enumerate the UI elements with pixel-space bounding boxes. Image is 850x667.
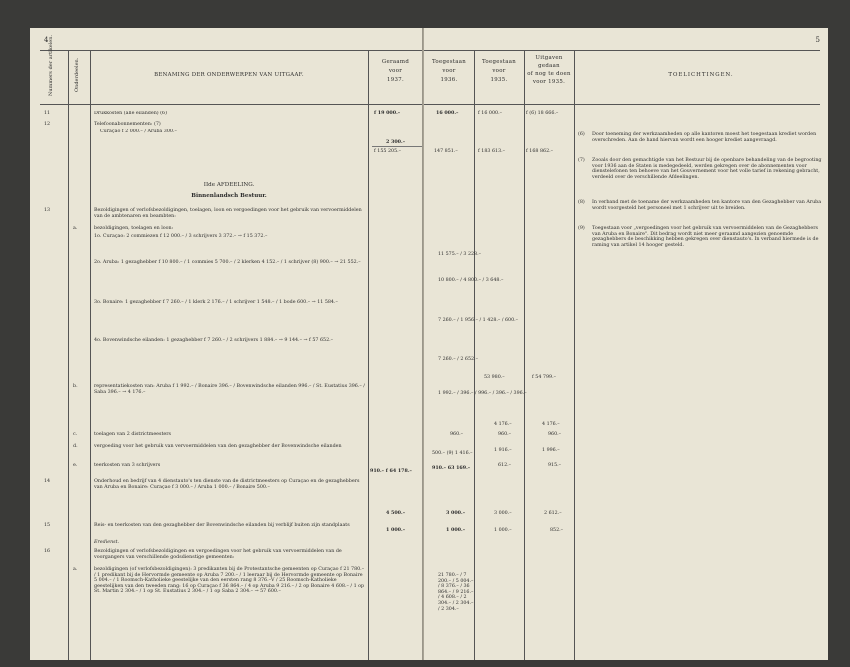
section-subtitle: Binnenlandsch Bestuur.: [191, 193, 267, 199]
note-8: In verband met de toename der werkzaamheden ten kantore van den Gezaghebber van Aruba wordt voorgesteld het personeel met 1 schrijver uit te breiden.: [592, 200, 822, 211]
header-toegestaan-1936: Toegestaan voor 1936.: [431, 59, 467, 83]
left-page: 4 Nummers der artikelen. Onderdeelen. BENAMING DER ONDERWERPEN VAN UITGAAF. Geraamd voor 1937. 11 Drukkosten (alle eilanden) (6) f 19 000.– 12 Telefoonabonnementen: (7) Curaçao f 2 000.– / Aruba 300.– 2 300.– f 155 205.– IIde AFDEELING. Binnenlandsch Bestuur. 13 Bezoldigingen of verlofsbezoldigingen, toelagen, loon en vergoedingen voor het gebruik van vervoermiddelen van de ambtenaren en beambten: a. bezoldigingen, toelagen en loon: 1o. Curaçao: 2 commiezen f 12 000.– / 3 schrijvers 3 372.– → f 15 372.– 2o. Aruba: 1 gezaghebber f 10 800.– / 1 commies 5 700.– / 2 klerken 4 152.– / 1 schrijver (8) 900.– → 21 552.– 3o. Bonaire: 1 gezaghebber f 7 260.– / 1 klerk 2 176.– / 1 schrijver 1 548.– / 1 bode 600.– → 11 584.– 4o. Bovenwindsche eilanden: 1 gezaghebber f 7 260.– / 2 schrijvers 1 884.– → 9 144.– → f 57 652.– b. representatiekosten van: Aruba f 1 992.– / Bonaire 396.– / Bovenwindsche eilanden 996.– / St. Eustatius 396.– / Saba 396.– → 4 176.– c. toelagen van 2 districtmeesters d. vergoeding voor het gebruik van vervoermiddelen van den gezaghebber der Bovenwindsche eilanden e. teerkosten van 3 schrijvers 910.– f 64 178.– 14 Onderhoud en bedrijf van 4 dienstauto's ten dienste van de districtmeesters op Curaçao en de gezaghebbers van Aruba en Bonaire: Curaçao f 3 000.– / Aruba 1 000.– / Bonaire 500.– 4 500.– 15 Reis- en teerkosten van den gezaghebber der Bovenwindsche eilanden bij verblijf buiten zijn standplaats 1 000.– Eredienst. 16 Bezoldigingen of verlofsbezoldigingen en vergoedingen voor het gebruik van vervoermiddelen van de voorgangers van verschillende godsdienstige gemeenten: a. bezoldigingen (of verlofsbezoldigingen): 3 predikanten bij de Protestantsche gemeenten op Curaçao f 21 780.– / 1 predikant bij de Hervormde gemeente op Aruba 7 200.– / 1 leeraar bij de Hervormde gemeente op Bonaire 5 004.– / 1 Roomsch-Katholieke geestelijke van den eersten rang 8 376.–V / 25 Roomsch-Katholieke geestelijken van den tweeden rang: 16 op Curaçao f 36 864.– / 4 op Aruba 9 216.– / 2 op Bonaire 4 608.– / 1 op St. Martin 2 304.– / 1 op St. Eustatius 2 304.– / 1 op Saba 2 304.– → 57 600.–: [30, 28, 423, 660]
header-toelichtingen: TOELICHTINGEN.: [668, 72, 734, 78]
header-onderdeelen: Onderdeelen.: [74, 57, 80, 92]
section-title: IIde AFDEELING.: [203, 182, 255, 188]
header-geraamd: Geraamd voor 1937.: [381, 59, 410, 83]
row-11-text: Drukkosten (alle eilanden) (6): [94, 111, 167, 116]
note-7: Zooals door den gemachtigde van het Bestuur bij de openbare behandeling van de begrooting voor 1936 aan de Staten is medegedeeld, werden gekregen over de abonnementen voor dienstelefonen ten behoeve van het Gouvernement voor het volle tarief in rekening gebracht, verdeeld over de verschillende Afdeelingen.: [592, 158, 822, 180]
note-9: Toegestaan voor „vergoedingen voor het gebruik van vervoermiddelen van de Gezaghebbers van Aruba en Bonaire". Dit bedrag wordt niet meer geraamd aangezien genoemde gezaghebbers de beschikking hebben gekregen over dienstauto's. In verband hiermede is de raming van artikel 14 hooger gesteld.: [592, 226, 819, 248]
page-number-right: 5: [815, 36, 820, 44]
note-6: Door toeneming der werkzaamheden op alle kantoren moest het toegestaan krediet worden overschreden. Aan de hand hiervan wordt een hooger krediet aangevraagd.: [592, 132, 817, 143]
right-page: 5 Toegestaan voor 1936. Toegestaan voor 1935. Uitgaven gedaan of nog te doen voor 1935. TOELICHTINGEN. 16 000.– f 16 000.– f (6) 18 666.– 147 851.– f 183 613.– f 168 862.– 11 575.– / 3 228.– 10 800.– / 4 800.– / 3 648.– 7 260.– / 1 956.– / 1 428.– / 600.– 7 260.– / 2 652.– 53 980.– f 54 799.– 1 992.– / 396.– / 996.– / 396.– / 396.– 4 176.– 4 176.– 960.– 960.– 960.– 500.– (9) 1 416.– 1 916.– 1 996.– 910.– 63 169.– 612.– 915.– 3 000.– 3 000.– 2 612.– 1 000.– 1 000.– 852.– 21 780.– / 7 200.– / 5 004.– / 8 376.– / 36 864.– / 9 216.– / 4 608.– / 2 304.– / 2 304.– / 2 304.– (6) Door toeneming der werkzaamheden op alle kantoren moest het toegestaan krediet worden overschreden. Aan de hand hiervan wordt een hooger krediet aangevraagd. (7) Zooals door den gemachtigde van het Bestuur bij de openbare behandeling van de begrooting voor 1936 aan de Staten is medegedeeld, werden gekregen over de abonnementen voor dienstelefonen ten behoeve van het Gouvernement voor het volle tarief in rekening gebracht, verdeeld over de verschillende Afdeelingen. (8) In verband met de toename der werkzaamheden ten kantore van den Gezaghebber van Aruba wordt voorgesteld het personeel met 1 schrijver uit te breiden. (9) Toegestaan voor „vergoedingen voor het gebruik van vervoermiddelen van de Gezaghebbers van Aruba en Bonaire". Dit bedrag wordt niet meer geraamd aangezien genoemde gezaghebbers de beschikking hebben gekregen over dienstauto's. In verband hiermede is de raming van artikel 14 hooger gesteld.: [424, 28, 828, 660]
header-toegestaan-1935: Toegestaan voor 1935.: [481, 59, 517, 83]
subtotal-geraamd: f 155 205.–: [374, 149, 402, 154]
row-12-text: Telefoonabonnementen: (7): [94, 122, 161, 127]
header-benaming: BENAMING DER ONDERWERPEN VAN UITGAAF.: [154, 72, 304, 78]
row-13-text: Bezoldigingen of verlofsbezoldigingen, toelagen, loon en vergoedingen voor het gebruik van vervoermiddelen van de ambtenaren en beambten:: [94, 208, 362, 219]
header-nummers: Nummers der artikelen.: [48, 34, 54, 96]
page-number-left: 4: [44, 36, 49, 44]
header-uitgaven: Uitgaven gedaan of nog te doen voor 1935.: [527, 55, 571, 85]
